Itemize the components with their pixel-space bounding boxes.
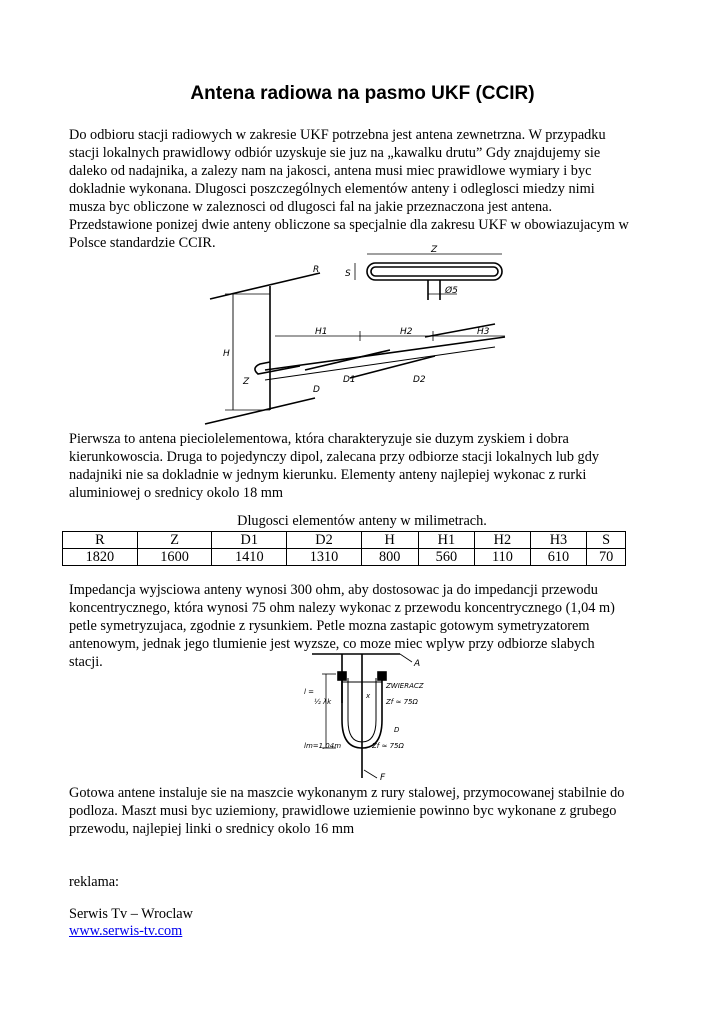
svg-text:D: D xyxy=(394,726,400,734)
svg-text:A: A xyxy=(414,659,421,669)
yagi-antenna-diagram xyxy=(195,245,525,432)
svg-text:lm=1,04m: lm=1,04m xyxy=(304,742,342,750)
svg-text:H1: H1 xyxy=(315,327,328,337)
dipole-detail xyxy=(367,263,502,280)
element-lengths-table xyxy=(62,531,626,566)
value-cell: 1310 xyxy=(287,549,362,566)
reflector-element xyxy=(210,273,320,299)
svg-text:Zf ≈ 75Ω: Zf ≈ 75Ω xyxy=(372,742,404,750)
intro-paragraph: Do odbioru stacji radiowych w zakresie UKF potrzebna jest antena zewnetrzna. W przypadku stacji lokalnych prawidlowy odbiór uzyskuje sie juz na „kawalku drutu” Gdy znajdujemy sie daleko od nadajnika, a zalezy nam na jakosci, antena musi miec prawidlowe wymiary i byc dokladnie wykonana. Dlugosci poszczególnych elementów anteny i odleglosci miedzy nimi musza byc obliczone w zaleznosci od dlugosci fal na jakie przeznaczona jest antena. Przedstawione ponizej dwie anteny obliczone sa specjalnie dla zakresu UKF w obowiazujacym w Polsce standardzie CCIR. xyxy=(69,127,629,251)
ad-website-link[interactable]: www.serwis-tv.com xyxy=(69,923,183,939)
svg-text:D1: D1 xyxy=(343,375,356,385)
value-cell: 610 xyxy=(530,549,587,566)
header-cell: H1 xyxy=(418,532,475,549)
svg-text:Zf ≈ 75Ω: Zf ≈ 75Ω xyxy=(386,698,418,706)
header-cell: D1 xyxy=(212,532,287,549)
table-row xyxy=(63,549,626,566)
boom xyxy=(265,337,505,370)
header-cell: D2 xyxy=(287,532,362,549)
svg-text:F: F xyxy=(380,773,386,783)
svg-text:S: S xyxy=(345,269,351,279)
value-cell: 560 xyxy=(418,549,475,566)
balun-loop-diagram xyxy=(302,648,437,783)
header-cell: H2 xyxy=(475,532,530,549)
svg-text:Ø5: Ø5 xyxy=(445,286,458,296)
svg-text:D: D xyxy=(313,385,320,395)
page-title: Antena radiowa na pasmo UKF (CCIR) xyxy=(190,83,535,104)
svg-text:l =: l = xyxy=(304,688,315,696)
table-caption: Dlugosci elementów anteny w milimetrach. xyxy=(237,513,487,529)
antenna-description-paragraph: Pierwsza to antena pieciolelementowa, która charakteryzuje sie duzym zyskiem i dobra kierunkowoscia. Druga to pojedynczy dipol, zalecana przy odbiorze stacji lokalnych lub gdy nadajniki nie sa dokladnie w jednym kierunku. Elementy anteny najlepiej wykonac z rurki aluminiowej o srednicy okolo 18 mm xyxy=(69,431,600,501)
svg-text:Z: Z xyxy=(431,245,438,255)
header-cell: Z xyxy=(137,532,212,549)
value-cell: 1820 xyxy=(63,549,138,566)
header-cell: S xyxy=(587,532,626,549)
value-cell: 1410 xyxy=(212,549,287,566)
ad-label: reklama: xyxy=(69,874,120,890)
svg-text:R: R xyxy=(313,265,320,275)
value-cell: 800 xyxy=(361,549,418,566)
value-cell: 70 xyxy=(587,549,626,566)
svg-text:Z: Z xyxy=(243,377,250,387)
svg-text:ZWIERACZ: ZWIERACZ xyxy=(386,682,424,690)
value-cell: 110 xyxy=(475,549,530,566)
svg-text:D2: D2 xyxy=(413,375,426,385)
table-header-row xyxy=(63,532,626,549)
svg-text:x: x xyxy=(366,692,371,700)
ad-company-name: Serwis Tv – Wroclaw xyxy=(69,906,193,922)
value-cell: 1600 xyxy=(137,549,212,566)
director-element-d xyxy=(205,398,315,424)
header-cell: H3 xyxy=(530,532,587,549)
svg-text:H3: H3 xyxy=(477,327,490,337)
director-d1 xyxy=(305,350,390,370)
svg-text:H2: H2 xyxy=(400,327,413,337)
header-cell: H xyxy=(361,532,418,549)
header-cell: R xyxy=(63,532,138,549)
impedance-paragraph: Impedancja wyjsciowa anteny wynosi 300 ohm, aby dostosowac ja do impedancji przewodu koncentrycznego, która wynosi 75 ohm nalezy wykonac z przewodu koncentrycznego (1,04 m) petle symetryzujaca, zgodnie z rysunkiem. Petle mozna zastapic gotowym symetryzatorem antenowym, jednak jego tlumienie jest wyzsze, co moze miec wplyw przy odbiorze slabych stacji. xyxy=(69,582,615,670)
svg-text:½ λk: ½ λk xyxy=(314,698,332,706)
svg-text:H: H xyxy=(223,349,230,359)
mast-paragraph: Gotowa antene instaluje sie na maszcie wykonanym z rury stalowej, przymocowanej stabilnie do podloza. Maszt musi byc uziemiony, prawidlowe uziemienie powinno byc wykonane z grubego przewodu, najlepiej linki o srednicy okolo 16 mm xyxy=(69,785,625,837)
